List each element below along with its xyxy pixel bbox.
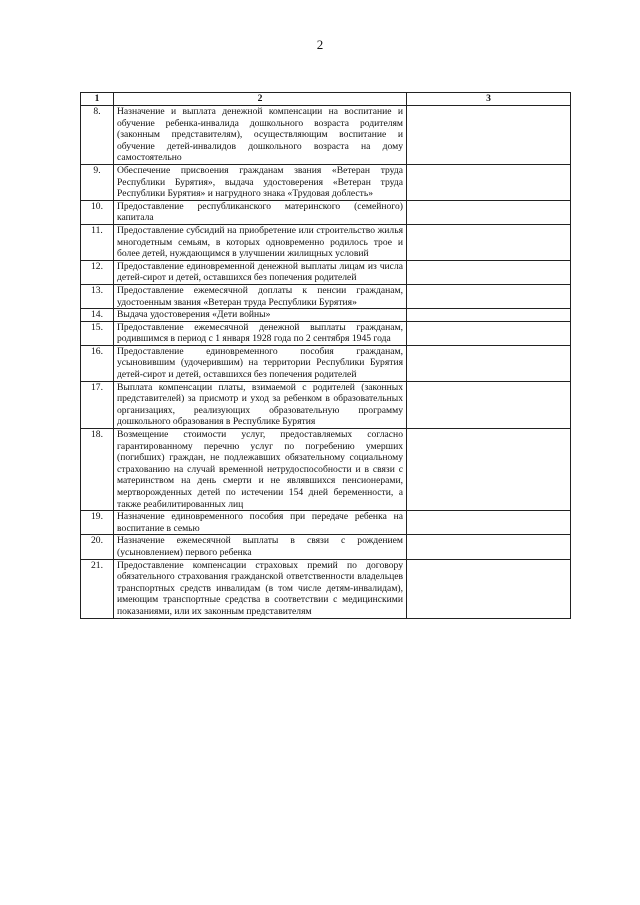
column-3-cell [407,200,571,224]
table-row [81,345,571,381]
row-number-cell: 11. [81,224,114,260]
service-name-cell: Обеспечение присвоения гражданам звания «Ветеран труда Республики Бурятия», выдача удостоверения «Ветеран труда Республики Бурятия» и нагрудного знака «Трудовая доблесть» [114,164,407,200]
page-number: 2 [316,37,324,52]
column-3-cell [407,106,571,165]
row-number-cell: 8. [81,106,114,165]
row-number-cell: 19. [81,511,114,535]
column-3-cell [407,260,571,284]
column-3-cell [407,535,571,559]
service-name-cell: Выдача удостоверения «Дети войны» [114,309,407,322]
row-number-cell: 13. [81,284,114,308]
table-row [81,429,571,511]
service-name-cell: Назначение ежемесячной выплаты в связи с рождением (усыновлением) первого ребенка [114,535,407,559]
service-name-cell: Предоставление единовременной денежной выплаты лицам из числа детей-сирот и детей, оставшихся без попечения родителей [114,260,407,284]
column-3-cell [407,284,571,308]
service-name-cell: Предоставление республиканского материнского (семейного) капитала [114,200,407,224]
service-name-cell: Назначение единовременного пособия при передаче ребенка на воспитание в семью [114,511,407,535]
row-number-cell: 17. [81,381,114,428]
table-row [81,284,571,308]
row-number-cell: 16. [81,345,114,381]
table-row [81,200,571,224]
column-3-cell [407,309,571,322]
service-name-cell: Возмещение стоимости услуг, предоставляемых согласно гарантированному перечню услуг по погребению умерших (погибших) граждан, не подлежавших обязательному социальному страхованию на случай временной нетрудоспособности и в связи с материнством на день смерти и не являвшихся пенсионерами, мертворожденных детей по истечении 154 дней беременности, а также реабилитированных лиц [114,429,407,511]
service-name-cell: Назначение и выплата денежной компенсации на воспитание и обучение ребенка-инвалида дошкольного возраста родителям (законным представителям), осуществляющим воспитание и обучение детей-инвалидов дошкольного возраста на дому самостоятельно [114,106,407,165]
table-row [81,511,571,535]
column-3-cell [407,559,571,618]
row-number-cell: 20. [81,535,114,559]
service-name-cell: Предоставление ежемесячной денежной выплаты гражданам, родившимся в период с 1 января 1928 года по 2 сентября 1945 года [114,321,407,345]
service-name-cell: Предоставление субсидий на приобретение или строительство жилья многодетным семьям, в которых одновременно родилось трое и более детей, нуждающимся в улучшении жилищных условий [114,224,407,260]
table-row [81,309,571,322]
row-number-cell: 21. [81,559,114,618]
row-number-cell: 18. [81,429,114,511]
table-body [81,106,571,619]
column-3-cell [407,224,571,260]
row-number-cell: 12. [81,260,114,284]
column-3-cell [407,511,571,535]
service-name-cell: Предоставление компенсации страховых премий по договору обязательного страхования гражданской ответственности владельцев транспортных средств инвалидам (в том числе детям-инвалидам), имеющим транспортные средства в соответствии с медицинскими показаниями, или их законным представителям [114,559,407,618]
row-number-cell: 14. [81,309,114,322]
table-row [81,559,571,618]
table-row [81,381,571,428]
table-row [81,535,571,559]
service-name-cell: Предоставление ежемесячной доплаты к пенсии гражданам, удостоенным звания «Ветеран труда Республики Бурятия» [114,284,407,308]
row-number-cell: 15. [81,321,114,345]
table-row [81,164,571,200]
row-number-cell: 10. [81,200,114,224]
column-3-cell [407,164,571,200]
column-header-1: 1 [81,93,114,106]
column-3-cell [407,429,571,511]
column-3-cell [407,381,571,428]
services-table [80,92,571,619]
table-row [81,224,571,260]
column-3-cell [407,321,571,345]
row-number-cell: 9. [81,164,114,200]
column-header-3: 3 [407,93,571,106]
column-3-cell [407,345,571,381]
table-row [81,260,571,284]
column-header-2: 2 [114,93,407,106]
table-header-row [81,93,571,106]
table-row [81,321,571,345]
service-name-cell: Выплата компенсации платы, взимаемой с родителей (законных представителей) за присмотр и уход за ребенком в образовательных организациях, реализующих образовательную программу дошкольного образования в Республике Бурятия [114,381,407,428]
service-name-cell: Предоставление единовременного пособия гражданам, усыновившим (удочерившим) на территории Республики Бурятия детей-сирот и детей, оставшихся без попечения родителей [114,345,407,381]
table-row [81,106,571,165]
